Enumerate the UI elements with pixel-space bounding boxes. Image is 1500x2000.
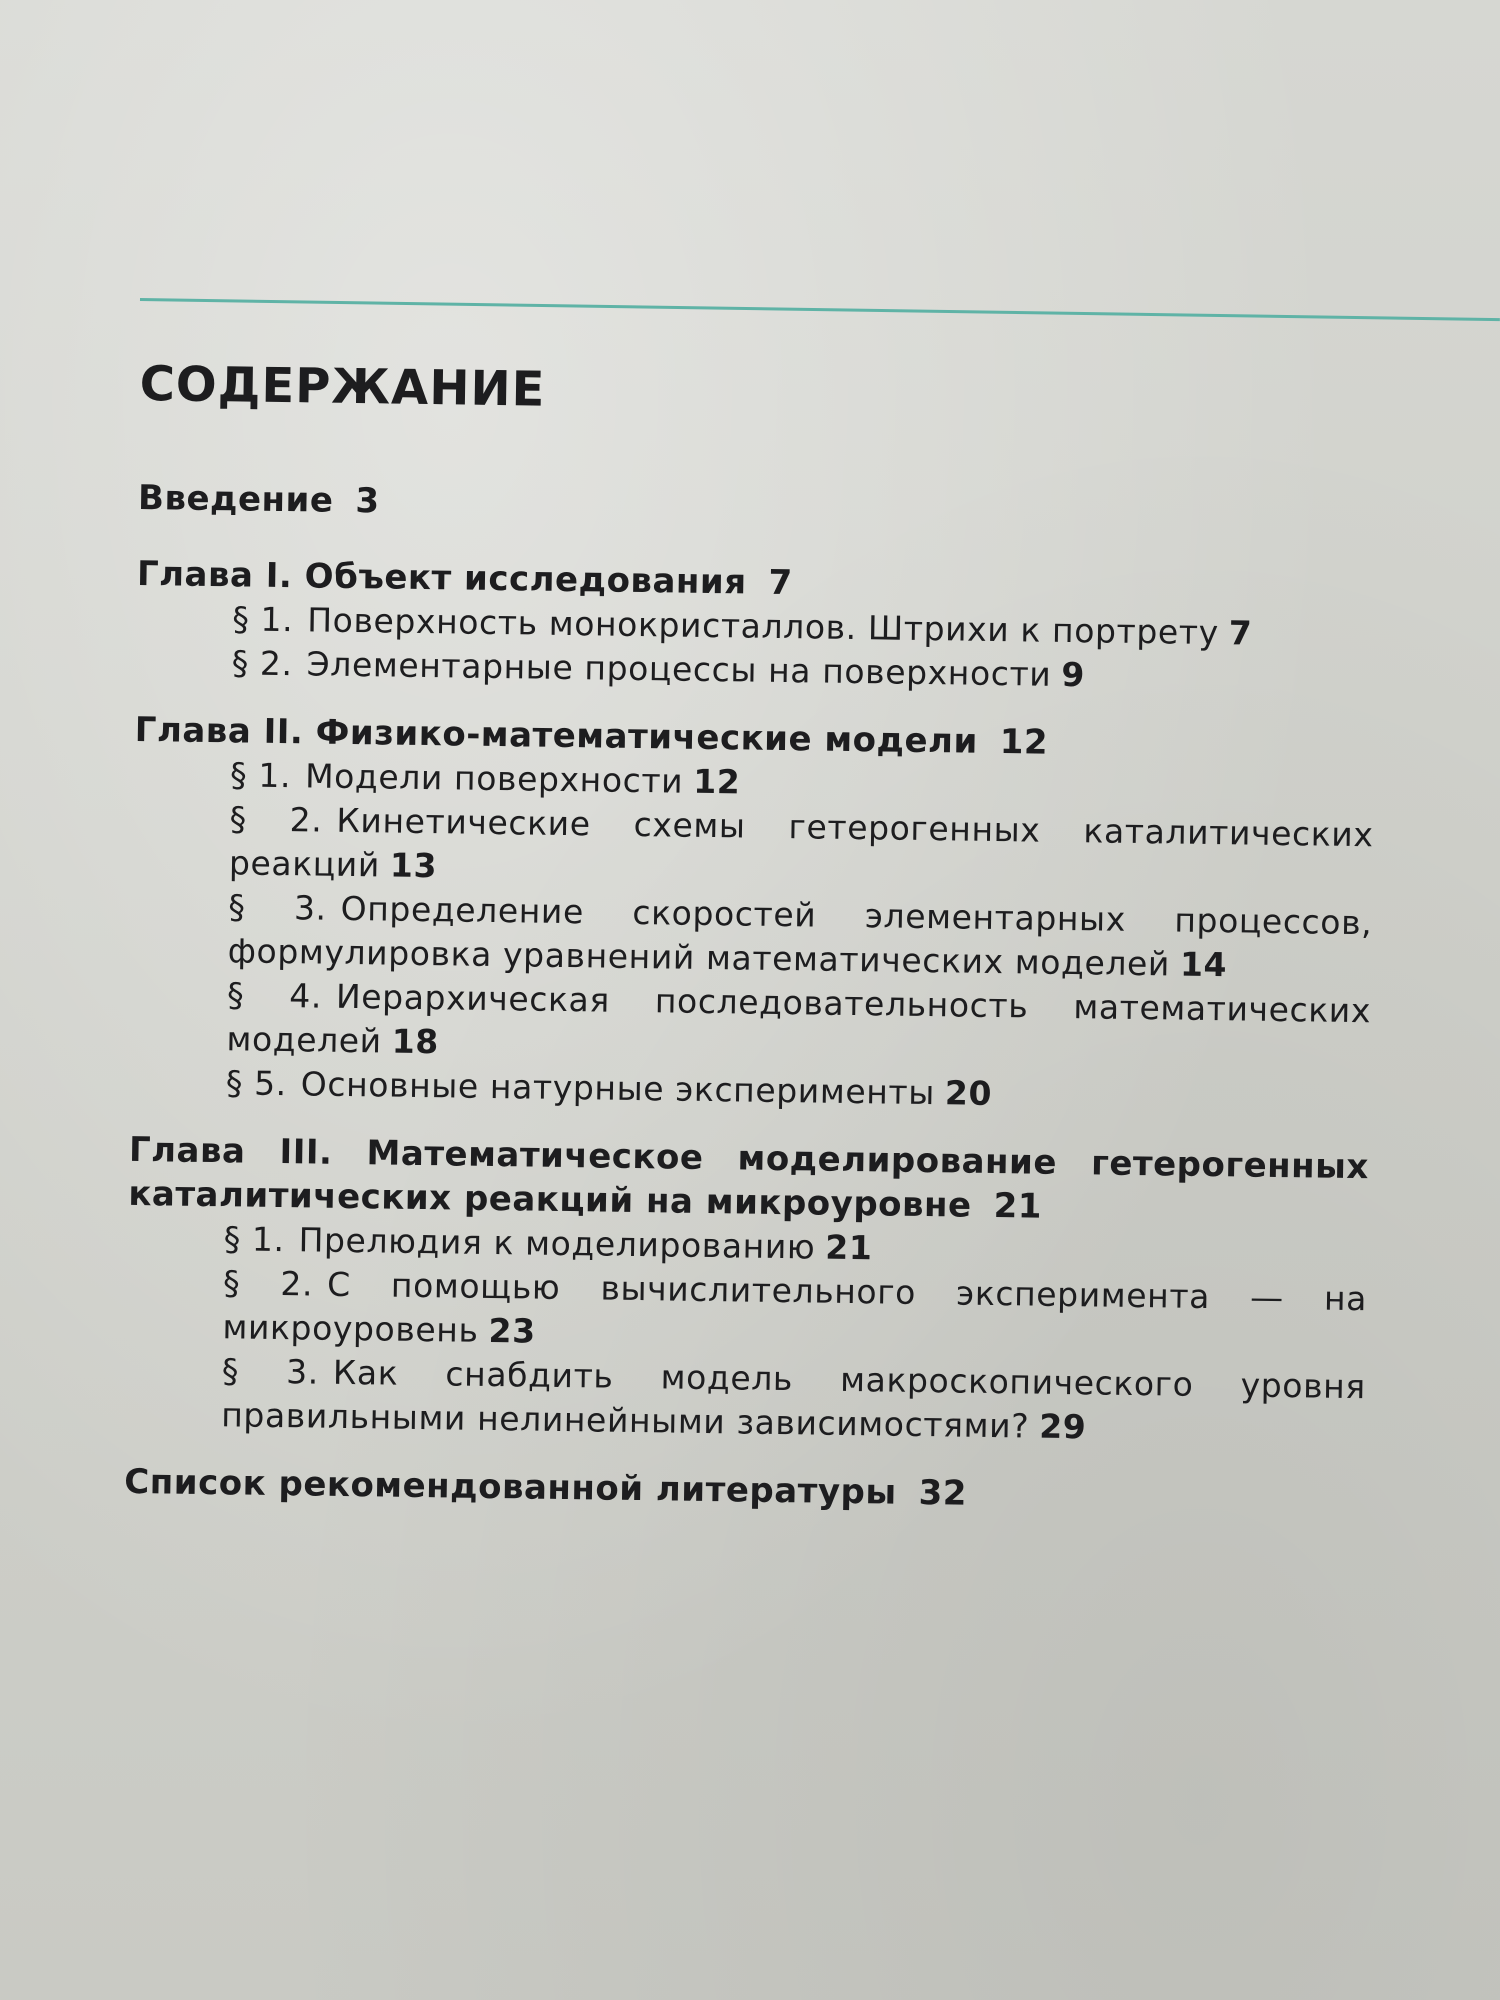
- page-number: 12: [692, 761, 741, 802]
- section-title: Определение скоростей элементарных процессов, формулировка уравнений математических моделей: [227, 888, 1373, 984]
- page-number: 7: [1228, 613, 1253, 653]
- page-number: 12: [999, 722, 1049, 763]
- page-number: 21: [993, 1186, 1043, 1227]
- toc-chapter-2: [130, 708, 1375, 1121]
- section-number: § 1.: [223, 1219, 285, 1260]
- page-number: 13: [389, 845, 438, 886]
- toc-section: [125, 1348, 1366, 1453]
- page-number: 14: [1179, 944, 1228, 985]
- page-number: 20: [944, 1073, 993, 1113]
- chapter-label: Глава I. Объект исследования: [136, 553, 747, 603]
- section-number: § 4.: [226, 975, 323, 1016]
- section-title: Как снабдить модель макроскопического уровня правильными нелинейными зависимостями?: [221, 1352, 1367, 1446]
- section-title: Основные натурные эксперименты: [300, 1064, 936, 1113]
- toc-entry-intro: [138, 476, 1378, 537]
- toc-chapter-1: [135, 552, 1377, 701]
- section-title: С помощью вычислительного эксперимента — на микроуровень: [222, 1264, 1368, 1350]
- page-number: 32: [918, 1472, 968, 1514]
- page-number: 9: [1061, 654, 1086, 695]
- section-number: § 2.: [222, 1263, 314, 1304]
- section-title: Модели поверхности: [304, 756, 684, 801]
- toc-title: СОДЕРЖАНИЕ: [139, 356, 546, 418]
- toc-section: [131, 884, 1372, 989]
- entry-label: Список рекомендованной литературы: [124, 1461, 897, 1513]
- toc-entry-bibliography: [124, 1460, 1364, 1521]
- entry-label: Введение: [137, 477, 334, 521]
- page-number: 18: [391, 1021, 440, 1062]
- chapter-heading: [128, 1128, 1369, 1233]
- chapter-label: Глава II. Физико-математические модели: [134, 709, 979, 762]
- section-number: § 3.: [221, 1351, 320, 1392]
- toc-section: [133, 796, 1374, 901]
- toc-section: [130, 972, 1371, 1077]
- page-number: 7: [768, 562, 794, 604]
- page-number: 21: [825, 1227, 873, 1268]
- top-rule: [140, 298, 1500, 321]
- page-number: 29: [1039, 1406, 1087, 1447]
- section-title: Кинетические схемы гетерогенных каталитических реакций: [228, 800, 1374, 885]
- page-number: 23: [488, 1310, 536, 1351]
- section-title: Поверхность монокристаллов. Штрихи к портрету: [307, 600, 1220, 653]
- section-title: Иерархическая последовательность математических моделей: [226, 976, 1372, 1061]
- toc-section: [126, 1260, 1367, 1365]
- table-of-contents: [124, 356, 1380, 1521]
- page-number: 3: [355, 481, 380, 522]
- section-title: Прелюдия к моделированию: [298, 1220, 816, 1267]
- section-number: § 2.: [231, 643, 293, 684]
- section-number: § 1.: [232, 599, 294, 640]
- section-number: § 5.: [225, 1063, 288, 1104]
- section-number: § 1.: [229, 755, 292, 796]
- section-number: § 3.: [228, 887, 327, 928]
- section-number: § 2.: [229, 799, 323, 840]
- section-title: Элементарные процессы на поверхности: [306, 644, 1052, 694]
- chapter-label: Глава III. Математическое моделирование гетерогенных каталитических реакций на микроуровне: [128, 1129, 1370, 1226]
- toc-chapter-3: [125, 1128, 1369, 1453]
